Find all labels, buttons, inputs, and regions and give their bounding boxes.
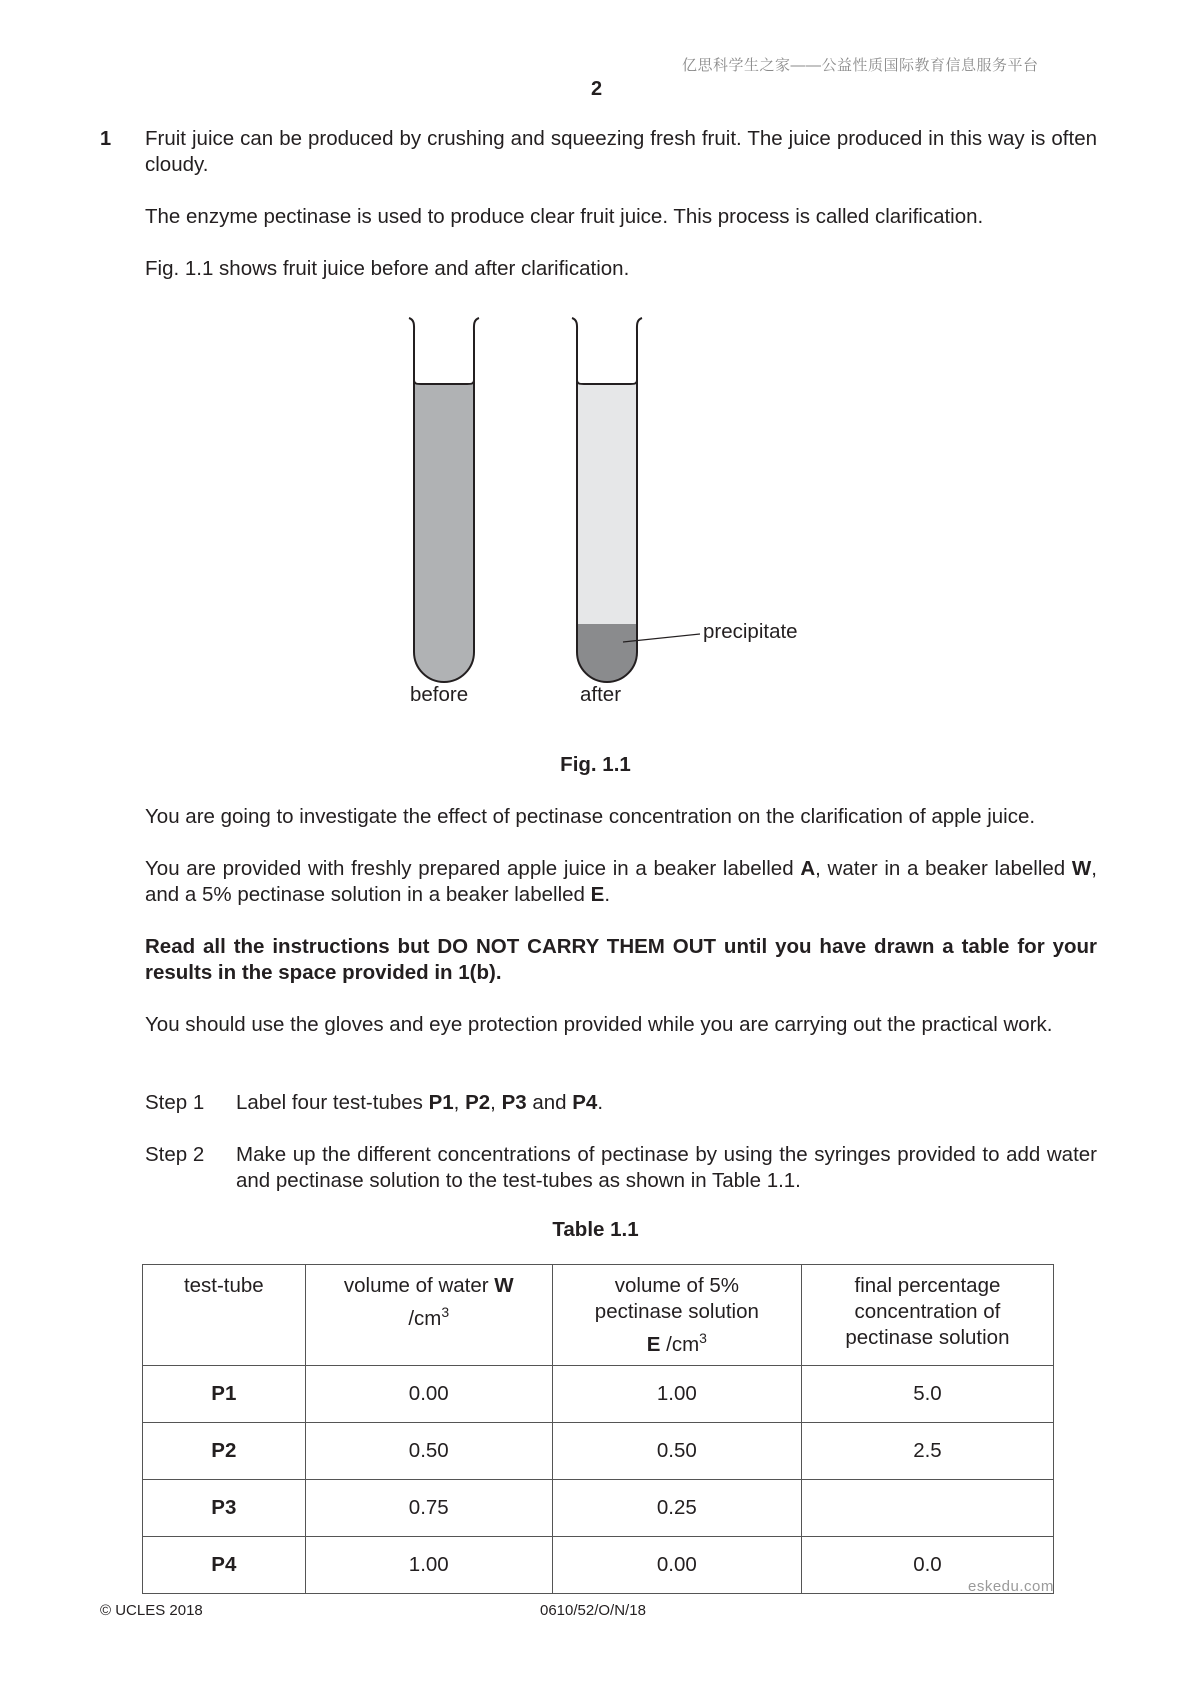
cell-water: 1.00 xyxy=(305,1537,552,1594)
cell-water: 0.75 xyxy=(305,1480,552,1537)
step-2-text: Make up the different concentrations of pectinase by using the syringes provided to add water and pectinase solution to the test-tubes as shown in Table 1.1. xyxy=(236,1143,1097,1192)
before-label: before xyxy=(410,683,469,706)
header-watermark: 亿思科学生之家——公益性质国际教育信息服务平台 xyxy=(682,57,1039,74)
after-meniscus xyxy=(577,380,637,384)
footer-copyright: © UCLES 2018 xyxy=(100,1602,203,1619)
question-number: 1 xyxy=(100,128,112,150)
table-row xyxy=(143,1366,1054,1423)
footer-paper-code: 0610/52/O/N/18 xyxy=(540,1602,646,1619)
after-label: after xyxy=(580,683,622,706)
table-row xyxy=(143,1537,1054,1594)
cloudy-juice xyxy=(414,384,474,682)
intro-paragraph-3: Fig. 1.1 shows fruit juice before and after clarification. xyxy=(145,257,630,280)
table-header-row xyxy=(143,1265,1054,1366)
cell-final-answer[interactable] xyxy=(801,1480,1053,1537)
instruction-paragraph: Read all the instructions but DO NOT CARRY THEM OUT until you have drawn a table for your results in the space provided in 1(b). xyxy=(145,935,1097,984)
cell-pectinase: 0.00 xyxy=(552,1537,801,1594)
cell-tube: P1 xyxy=(143,1366,306,1423)
investigate-paragraph: You are going to investigate the effect of pectinase concentration on the clarification of apple juice. xyxy=(145,805,1036,828)
cell-pectinase: 1.00 xyxy=(552,1366,801,1423)
table-row xyxy=(143,1423,1054,1480)
intro-paragraph-1: Fruit juice can be produced by crushing and squeezing fresh fruit. The juice produced in this way is often cloudy. xyxy=(145,127,1097,176)
cell-water: 0.50 xyxy=(305,1423,552,1480)
precipitate-label: precipitate xyxy=(703,620,798,643)
cell-tube: P4 xyxy=(143,1537,306,1594)
header-volume-pectinase: volume of 5% pectinase solution E $/cm^3$ xyxy=(552,1265,801,1366)
before-meniscus xyxy=(414,380,474,384)
cell-pectinase: 0.50 xyxy=(552,1423,801,1480)
test-tube-figure xyxy=(395,312,815,712)
cell-water: 0.00 xyxy=(305,1366,552,1423)
intro-paragraph-2: The enzyme pectinase is used to produce clear fruit juice. This process is called clarification. xyxy=(145,205,984,228)
cell-pectinase: 0.25 xyxy=(552,1480,801,1537)
clear-juice xyxy=(577,384,637,624)
footer-watermark: eskedu.com xyxy=(968,1578,1054,1595)
table-row xyxy=(143,1480,1054,1537)
page-number: 2 xyxy=(591,78,603,100)
figure-caption: Fig. 1.1 xyxy=(560,753,631,776)
header-test-tube: test-tube xyxy=(143,1265,306,1366)
header-volume-water: volume of water W $/cm^3$ xyxy=(305,1265,552,1366)
provided-paragraph: You are provided with freshly prepared apple juice in a beaker labelled A, water in a beaker labelled W, and a 5% pectinase solution in a beaker labelled E. xyxy=(145,857,1097,906)
safety-paragraph: You should use the gloves and eye protection provided while you are carrying out the practical work. xyxy=(145,1013,1053,1036)
table-title: Table 1.1 xyxy=(552,1218,639,1241)
cell-tube: P2 xyxy=(143,1423,306,1480)
step-1-label: Step 1 xyxy=(145,1091,205,1114)
cell-final: 5.0 xyxy=(801,1366,1053,1423)
cell-final: 2.5 xyxy=(801,1423,1053,1480)
step-2-label: Step 2 xyxy=(145,1143,205,1166)
results-table xyxy=(142,1264,1054,1594)
cell-tube: P3 xyxy=(143,1480,306,1537)
header-final-concentration: final percentage concentration of pectinase solution xyxy=(801,1265,1053,1366)
cell-final: 0.0 xyxy=(801,1537,1053,1594)
step-1-text: Label four test-tubes P1, P2, P3 and P4. xyxy=(236,1091,604,1114)
